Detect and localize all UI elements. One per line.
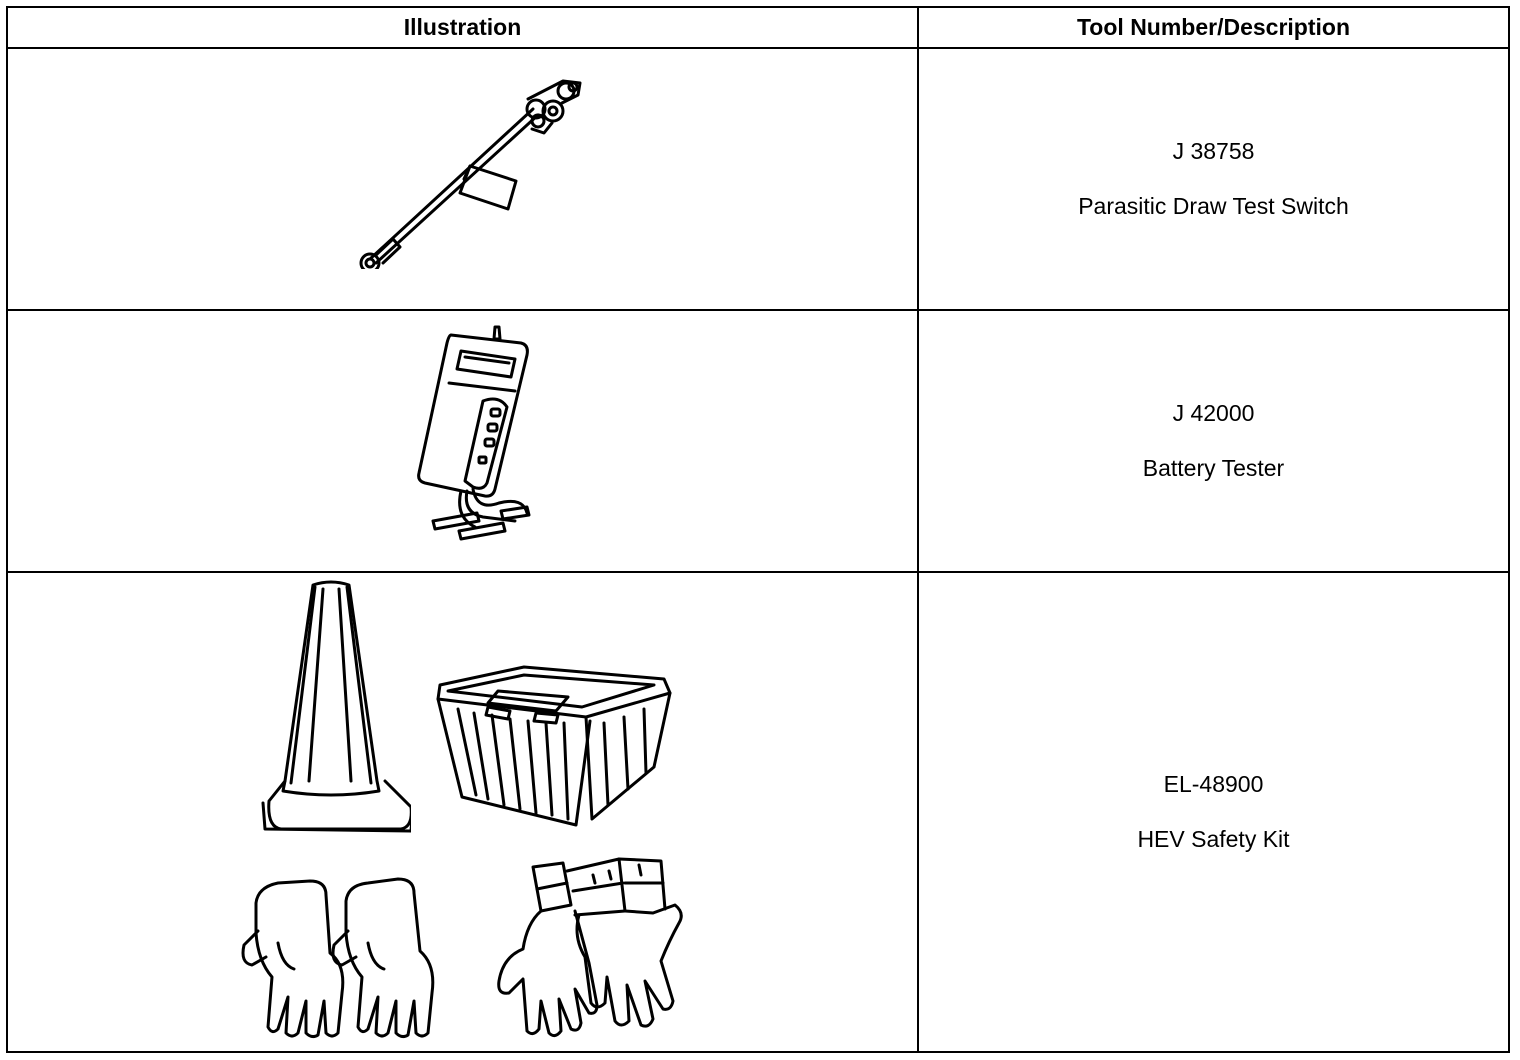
- tool-number: EL-48900: [1163, 770, 1264, 797]
- table-row: [7, 572, 1509, 1052]
- insulating-gloves-icon: [238, 873, 463, 1043]
- tool-description-cell: [918, 310, 1509, 572]
- traffic-cone-icon: [251, 577, 411, 837]
- header-illustration: Illustration: [7, 7, 918, 48]
- illustration-cell: [7, 310, 918, 572]
- header-tool-number-description: Tool Number/Description: [918, 7, 1509, 48]
- protector-gloves-icon: [493, 853, 698, 1043]
- battery-tester-icon: [403, 321, 553, 546]
- table-row: [7, 48, 1509, 310]
- storage-tote-icon: [428, 663, 678, 828]
- tool-number: J 42000: [1172, 399, 1255, 426]
- tool-description: Parasitic Draw Test Switch: [1078, 192, 1349, 219]
- tool-number: J 38758: [1172, 137, 1255, 164]
- table-header-row: [7, 7, 1509, 48]
- table-row: [7, 310, 1509, 572]
- illustration-cell: [7, 48, 918, 310]
- tool-table: [6, 6, 1510, 1053]
- tool-description-cell: [918, 572, 1509, 1052]
- tool-description: HEV Safety Kit: [1137, 825, 1290, 852]
- parasitic-draw-test-switch-icon: [348, 69, 598, 269]
- tool-description: Battery Tester: [1142, 454, 1285, 481]
- tool-description-cell: [918, 48, 1509, 310]
- illustration-cell: [7, 572, 918, 1052]
